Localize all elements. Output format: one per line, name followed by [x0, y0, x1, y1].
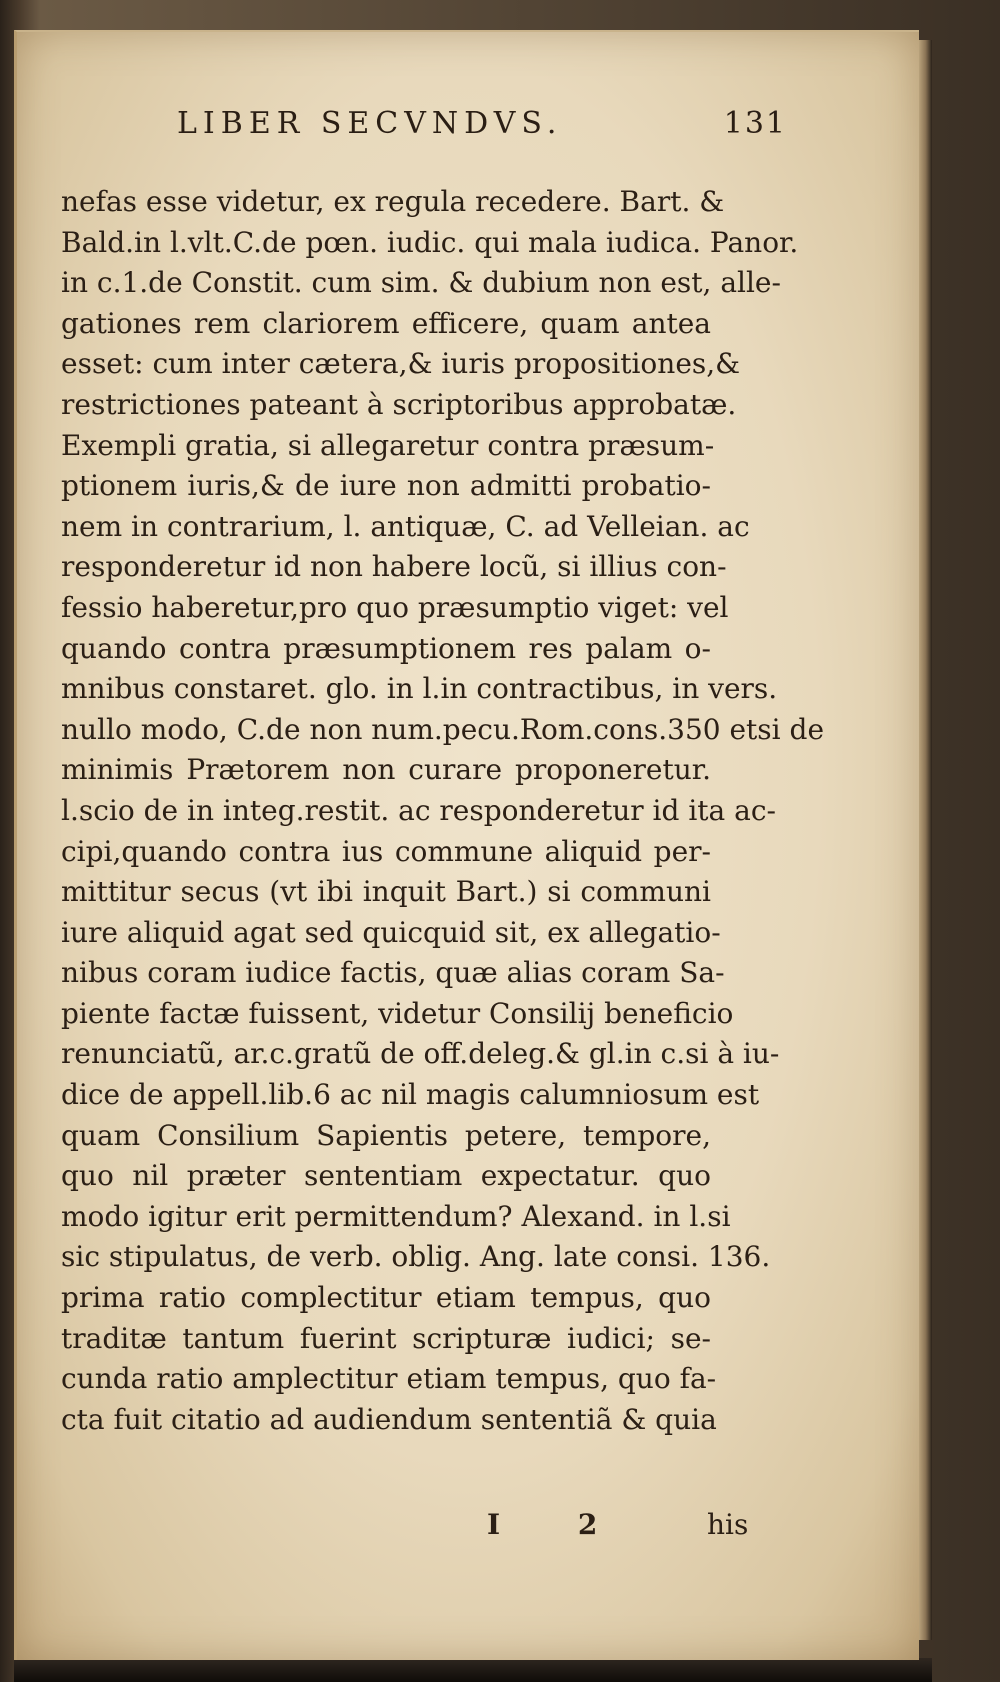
text-line: iure aliquid agat sed quicquid sit, ex allegatio-: [61, 915, 721, 949]
text-line: minimis Prætorem non curare proponeretur.: [61, 753, 711, 787]
signature-mark: I 2: [487, 1508, 632, 1541]
text-line: prima ratio complectitur etiam tempus, quo: [61, 1281, 711, 1315]
text-line: quam Consilium Sapientis petere, tempore,: [61, 1118, 711, 1152]
text-line: restrictiones pateant à scriptoribus approbatæ.: [61, 387, 737, 421]
text-line: Bald.in l.vlt.C.de pœn. iudic. qui mala iudica. Panor.: [61, 225, 799, 259]
text-line: dice de appell.lib.6 ac nil magis calumniosum est: [61, 1078, 760, 1112]
text-line: traditæ tantum fuerint scripturæ iudici; se-: [61, 1321, 711, 1355]
text-line: responderetur id non habere locũ, si illius con-: [61, 550, 727, 584]
folio-number: 131: [723, 106, 787, 141]
page-edge-bottom: [14, 1658, 932, 1682]
text-line: cipi,quando contra ius commune aliquid per-: [61, 834, 711, 868]
page-header: [177, 106, 787, 156]
page-body-text: [61, 182, 825, 1440]
text-line: Exempli gratia, si allegaretur contra præsum-: [61, 428, 715, 462]
text-line: mittitur secus (vt ibi inquit Bart.) si communi: [61, 875, 711, 909]
text-line: piente factæ fuissent, videtur Consilij beneficio: [61, 996, 734, 1030]
page-footer: [17, 1508, 927, 1548]
text-line: cta fuit citatio ad audiendum sententiã & quia: [61, 1402, 717, 1436]
text-line: nefas esse videtur, ex regula recedere. Bart. &: [61, 185, 725, 218]
text-line: quo nil præter sententiam expectatur. quo: [61, 1159, 711, 1193]
text-line: nullo modo, C.de non num.pecu.Rom.cons.350 etsi de: [61, 712, 825, 746]
text-line: renunciatũ, ar.c.gratũ de off.deleg.& gl.in c.si à iu-: [61, 1037, 780, 1071]
text-line: fessio haberetur,pro quo præsumptio viget: vel: [61, 590, 729, 624]
text-line: in c.1.de Constit. cum sim. & dubium non est, alle-: [61, 266, 781, 300]
text-line: nibus coram iudice factis, quæ alias coram Sa-: [61, 956, 725, 990]
text-line: modo igitur erit permittendum? Alexand. in l.si: [61, 1199, 731, 1233]
running-head: LIBER SECVNDVS.: [177, 106, 563, 141]
text-line: mnibus constaret. glo. in l.in contractibus, in vers.: [61, 672, 778, 706]
catchword: his: [707, 1508, 749, 1541]
text-line: esset: cum inter cætera,& iuris propositiones,&: [61, 347, 741, 381]
book-page: [14, 30, 919, 1660]
text-line: quando contra præsumptionem res palam o-: [61, 631, 711, 665]
text-line: nem in contrarium, l. antiquæ, C. ad Velleian. ac: [61, 509, 750, 543]
text-line: sic stipulatus, de verb. oblig. Ang. late consi. 136.: [61, 1240, 771, 1274]
text-line: cunda ratio amplectitur etiam tempus, quo fa-: [61, 1362, 717, 1396]
text-line: ptionem iuris,& de iure non admitti probatio-: [61, 469, 711, 503]
text-line: l.scio de in integ.restit. ac responderetur id ita ac-: [61, 793, 776, 827]
text-line: gationes rem clariorem efficere, quam antea: [61, 306, 711, 340]
